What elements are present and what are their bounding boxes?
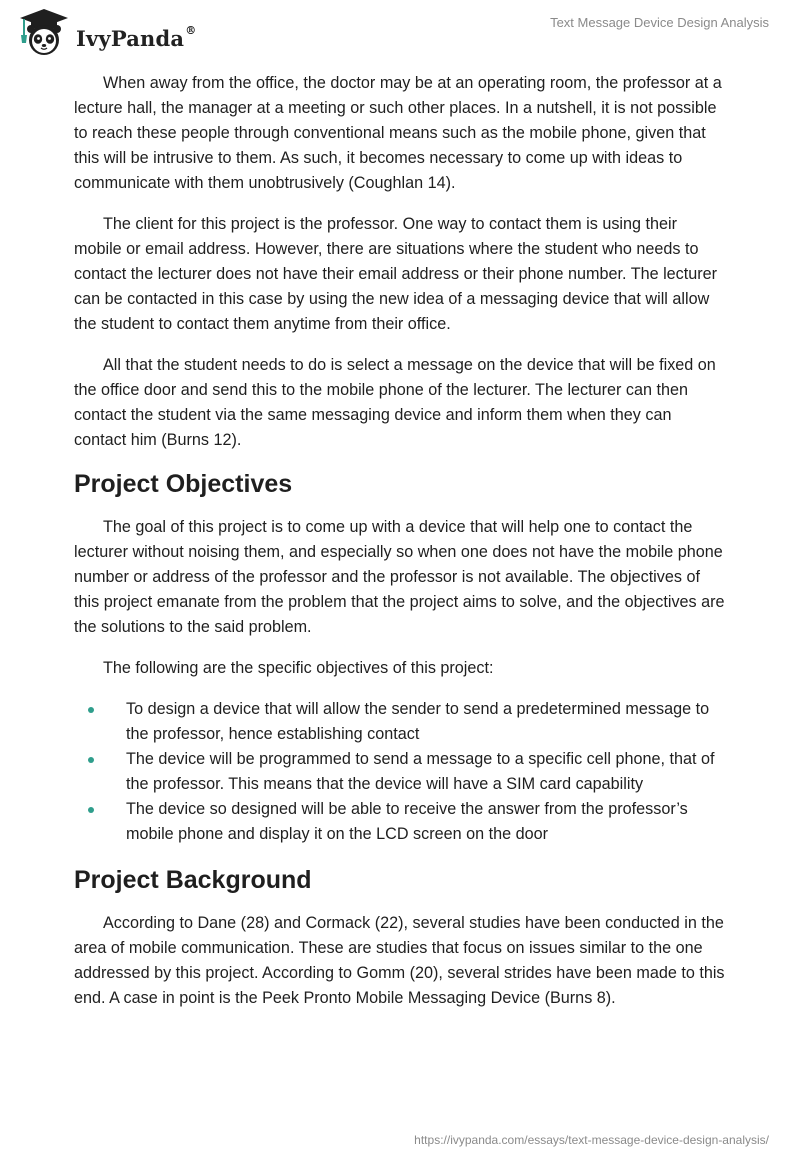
source-url-link[interactable]: https://ivypanda.com/essays/text-message-device-design-analysis/ <box>414 1133 769 1147</box>
list-item <box>74 747 728 797</box>
paragraph: The client for this project is the professor. One way to contact them is using their mobile or email address. However, there are situations where the student who needs to contact the lecturer does not have their email address or their phone number. The lecturer can be contacted in this case by using the new idea of a messaging device that will allow the student to contact them anytime from their office. <box>74 215 718 333</box>
list-item <box>74 797 728 847</box>
brand-name: IvyPanda® <box>76 24 197 51</box>
page-header <box>0 0 800 70</box>
essay-content <box>74 71 728 1027</box>
list-item <box>74 697 728 747</box>
list-item-text: The device will be programmed to send a message to a specific cell phone, that of the professor. This means that the device will have a SIM card capability <box>126 750 715 793</box>
panda-graduate-icon <box>14 8 74 58</box>
paragraph: According to Dane (28) and Cormack (22), several studies have been conducted in the area of mobile communication. These are studies that focus on issues similar to the one addressed by this project. According to Gomm (20), several strides have been made to this end. A case in point is the Peek Pronto Mobile Messaging Device (Burns 8). <box>74 914 725 1007</box>
section-heading-background: Project Background <box>74 866 312 894</box>
ivypanda-logo[interactable] <box>14 8 197 58</box>
list-item-text: The device so designed will be able to receive the answer from the professor’s mobile phone and display it on the LCD screen on the door <box>126 800 688 843</box>
bullet-icon <box>88 757 94 763</box>
paragraph: The following are the specific objectives of this project: <box>103 659 494 677</box>
list-item-text: To design a device that will allow the sender to send a predetermined message to the professor, hence establishing contact <box>126 700 710 743</box>
paragraph: The goal of this project is to come up with a device that will help one to contact the lecturer without noising them, and especially so when one does not have the mobile phone number or address of the professor and the professor is not available. The objectives of this project emanate from the problem that the project aims to solve, and the objectives are the solutions to the said problem. <box>74 518 725 636</box>
paragraph: All that the student needs to do is select a message on the device that will be fixed on the office door and send this to the mobile phone of the lecturer. The lecturer can then contact the student via the same messaging device and inform them when they can contact him (Burns 12). <box>74 356 716 449</box>
objectives-list <box>74 697 728 847</box>
bullet-icon <box>88 807 94 813</box>
section-heading-objectives: Project Objectives <box>74 470 293 498</box>
paragraph: When away from the office, the doctor may be at an operating room, the professor at a lecture hall, the manager at a meeting or such other places. In a nutshell, it is not possible to reach these people through conventional means such as the mobile phone, given that this will be intrusive to them. As such, it becomes necessary to come up with ideas to communicate with them unobtrusively (Coughlan 14). <box>74 74 722 192</box>
bullet-icon <box>88 707 94 713</box>
document-title: Text Message Device Design Analysis <box>550 15 769 30</box>
